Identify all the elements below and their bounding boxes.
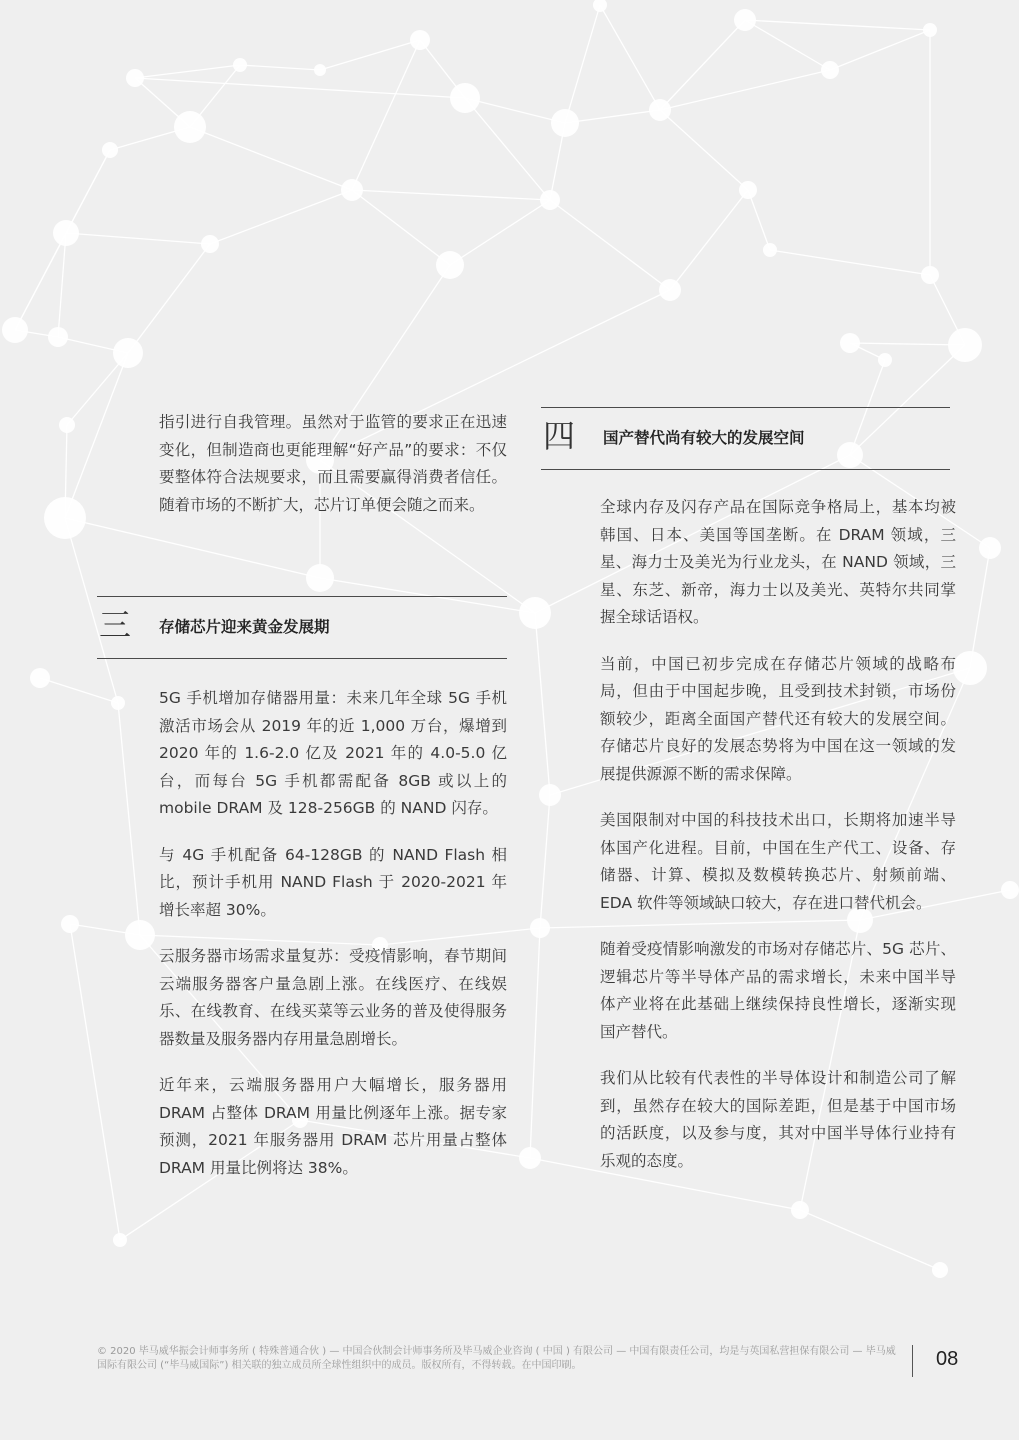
network-node	[436, 251, 464, 279]
network-node	[30, 668, 50, 688]
network-node	[953, 651, 987, 685]
network-line	[465, 98, 550, 200]
section-3-paragraph: 近年来，云端服务器用户大幅增长，服务器用 DRAM 占整体 DRAM 用量比例逐年上涨。据专家预测，2021 年服务器用 DRAM 芯片用量占整体 DRAM 用量比例将达 38%。	[159, 1076, 507, 1177]
section-4-paragraph: 美国限制对中国的科技技术出口，长期将加速半导体国产化进程。目前，中国在生产代工、设备、存储器、计算、模拟及数模转换芯片、射频前端、EDA 软件等领域缺口较大，存在进口替代机会。	[600, 811, 956, 912]
network-line	[530, 928, 540, 1158]
network-line	[210, 190, 352, 244]
network-line	[58, 233, 66, 337]
section-3-body	[159, 685, 507, 1201]
network-line	[535, 613, 550, 795]
network-line	[40, 678, 118, 703]
network-line	[70, 924, 120, 1240]
network-node	[125, 920, 155, 950]
network-line	[565, 110, 660, 123]
network-line	[970, 548, 990, 668]
network-node	[763, 243, 777, 257]
network-node	[44, 497, 86, 539]
network-node	[233, 58, 247, 72]
network-line	[670, 190, 748, 290]
network-line	[128, 244, 210, 353]
network-node	[791, 1201, 809, 1219]
network-line	[565, 5, 600, 123]
network-line	[770, 250, 930, 275]
network-node	[53, 220, 79, 246]
network-line	[800, 1210, 940, 1270]
footer-copyright: © 2020 毕马威华振会计师事务所 ( 特殊普通合伙 ) — 中国合伙制会计师事务所及毕马威企业咨询 ( 中国 ) 有限公司 — 中国有限责任公司，均是与英国私营担保有限公司 — 毕马威国际有限公司 (“毕马威国际”) 相关联的独立成员所全球性组织中的成员。版权所有，不得转载。在中国印刷。	[97, 1346, 896, 1371]
section-4-body	[600, 494, 956, 1194]
network-node	[921, 266, 939, 284]
network-node	[923, 23, 937, 37]
network-node	[539, 784, 561, 806]
network-line	[465, 98, 565, 123]
network-node	[840, 333, 860, 353]
network-line	[352, 40, 420, 190]
network-line	[830, 30, 930, 70]
network-line	[118, 703, 140, 935]
network-line	[135, 65, 240, 78]
section-4-header	[541, 407, 950, 470]
network-node	[2, 317, 28, 343]
network-node	[61, 915, 79, 933]
network-line	[65, 353, 128, 518]
network-node	[878, 353, 892, 367]
network-line	[320, 40, 420, 70]
network-line	[352, 190, 450, 265]
network-node	[519, 597, 551, 629]
footer-divider	[912, 1345, 913, 1377]
network-node	[821, 61, 839, 79]
network-node	[734, 9, 756, 31]
network-node	[126, 69, 144, 87]
network-line	[190, 127, 352, 190]
network-line	[850, 343, 965, 345]
network-line	[745, 20, 830, 70]
network-line	[450, 200, 550, 265]
network-node	[174, 111, 206, 143]
network-node	[739, 181, 757, 199]
network-node	[593, 0, 607, 12]
section-3-number: 三	[99, 606, 132, 644]
network-line	[352, 190, 550, 200]
network-node	[979, 537, 1001, 559]
section-4-number: 四	[543, 417, 576, 455]
network-node	[932, 1262, 948, 1278]
network-line	[660, 110, 748, 190]
network-node	[111, 696, 125, 710]
network-node	[410, 30, 430, 50]
section-4-title: 国产替代尚有较大的发展空间	[603, 429, 805, 447]
network-line	[135, 78, 465, 98]
section-3-paragraph: 5G 手机增加存储器用量：未来几年全球 5G 手机激活市场会从 2019 年的近 1,000 万台，爆增到 2020 年的 1.6-2.0 亿及 2021 年的 4.0-5.0 亿台，而每台 5G 手机都需配备 8GB 或以上的 mobile DRAM 及 128-256GB 的 NAND 闪存。	[159, 689, 507, 817]
network-line	[550, 200, 670, 290]
network-node	[948, 328, 982, 362]
section-3-paragraph: 与 4G 手机配备 64-128GB 的 NAND Flash 相比，预计手机用 NAND Flash 于 2020-2021 年增长率超 30%。	[159, 845, 507, 919]
network-line	[600, 5, 660, 110]
network-node	[59, 417, 75, 433]
network-line	[660, 70, 830, 110]
section-4-paragraph: 我们从比较有代表性的半导体设计和制造公司了解到，虽然存在较大的国际差距，但是基于中国市场的活跃度，以及参与度，其对中国半导体行业持有乐观的态度。	[600, 1069, 956, 1170]
network-node	[306, 564, 334, 592]
network-node	[551, 109, 579, 137]
section-4-paragraph: 当前，中国已初步完成在存储芯片领域的战略布局，但由于中国起步晚，且受到技术封锁，市场份额较少，距离全面国产替代还有较大的发展空间。存储芯片良好的发展态势将为中国在这一领域的发展提供源源不断的需求保障。	[600, 654, 956, 783]
network-node	[314, 64, 326, 76]
section-3-paragraph: 云服务器市场需求量复苏：受疫情影响，春节期间云端服务器客户量急剧上涨。在线医疗、在线娱乐、在线教育、在线买菜等云业务的普及使得服务器数量及服务器内存用量急剧增长。	[159, 947, 507, 1048]
network-node	[1001, 881, 1019, 899]
network-node	[341, 179, 363, 201]
network-line	[66, 233, 210, 244]
network-node	[659, 279, 681, 301]
network-line	[660, 20, 745, 110]
network-node	[519, 1147, 541, 1169]
network-node	[113, 1233, 127, 1247]
section-4-paragraph: 随着受疫情影响激发的市场对存储芯片、5G 芯片、逻辑芯片等半导体产品的需求增长，未来中国半导体产业将在此基础上继续保持良性增长，逐渐实现国产替代。	[600, 940, 956, 1041]
section-4-paragraph: 全球内存及闪存产品在国际竞争格局上，基本均被韩国、日本、美国等国垄断。在 DRAM 领域，三星、海力士及美光为行业龙头，在 NAND 领域，三星、东芝、新帝，海力士以及美光、英特尔共同掌握全球话语权。	[600, 498, 956, 626]
network-node	[201, 235, 219, 253]
network-node	[530, 918, 550, 938]
left-intro-column	[159, 409, 507, 538]
network-line	[540, 795, 550, 928]
network-node	[450, 83, 480, 113]
page-number: 08	[936, 1348, 959, 1370]
network-node	[102, 142, 118, 158]
network-line	[748, 190, 770, 250]
network-node	[540, 190, 560, 210]
network-line	[240, 65, 320, 70]
intro-paragraph: 指引进行自我管理。虽然对于监管的要求正在迅速变化，但制造商也更能理解“好产品”的要求：不仅要整体符合法规要求，而且需要赢得消费者信任。随着市场的不断扩大，芯片订单便会随之而来。	[159, 413, 507, 514]
network-node	[48, 327, 68, 347]
section-3-header	[97, 596, 507, 659]
network-node	[113, 338, 143, 368]
network-node	[649, 99, 671, 121]
section-3-title: 存储芯片迎来黄金发展期	[159, 618, 330, 636]
network-line	[745, 20, 930, 30]
